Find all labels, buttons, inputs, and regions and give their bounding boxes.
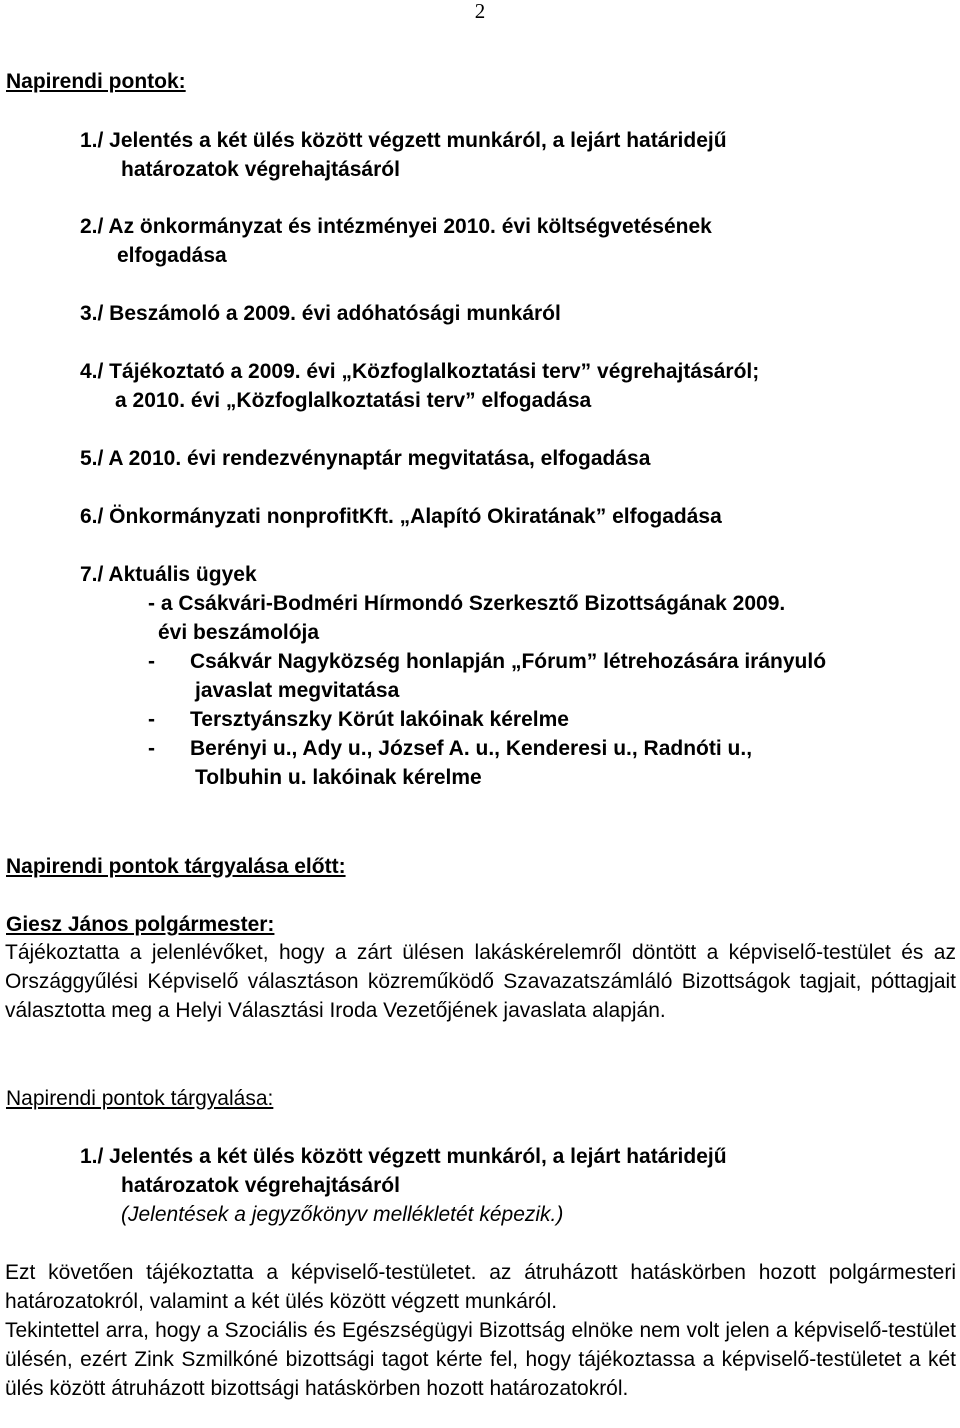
agenda-heading: Napirendi pontok: xyxy=(6,70,186,93)
agenda-subitem-3: Tersztyánszky Körút lakóinak kérelme xyxy=(190,708,569,731)
attachment-note: (Jelentések a jegyzőkönyv mellékletét képezik.) xyxy=(121,1203,564,1226)
agenda-subitem-4-line-2: Tolbuhin u. lakóinak kérelme xyxy=(195,766,482,789)
discussion-heading: Napirendi pontok tárgyalása: xyxy=(6,1087,274,1110)
agenda-subitem-2-line-1: Csákvár Nagyközség honlapján „Fórum” létrehozására irányuló xyxy=(190,650,827,673)
page-number: 2 xyxy=(474,0,486,23)
agenda-item-4-line-2: a 2010. évi „Közfoglalkoztatási terv” elfogadása xyxy=(115,389,592,412)
before-agenda-heading: Napirendi pontok tárgyalása előtt: xyxy=(6,855,346,878)
agenda-subitem-1-line-1: - a Csákvári-Bodméri Hírmondó Szerkesztő Bizottságának 2009. xyxy=(148,592,786,615)
paragraph-committee: Tekintettel arra, hogy a Szociális és Egészségügyi Bizottság elnöke nem volt jelen a képviselő-testület ülésén, ezért Zink Szmilkóné bizottsági tagot kérte fel, hogy tájékoztassa a képviselő-testületet a két ülés között átruházott bizottsági hatáskörben hozott határozatokról. xyxy=(5,1319,956,1400)
discussion-item-1-line-1: 1./ Jelentés a két ülés között végzett munkáról, a lejárt határidejű xyxy=(80,1145,727,1168)
agenda-item-6: 6./ Önkormányzati nonprofitKft. „Alapító Okiratának” elfogadása xyxy=(80,505,722,528)
agenda-subitem-1-line-2: évi beszámolója xyxy=(158,621,320,644)
paragraph-report: Ezt követően tájékoztatta a képviselő-testületet. az átruházott hatáskörben hozott polgármesteri határozatokról, valamint a két ülés között végzett munkáról. xyxy=(5,1261,956,1313)
agenda-subitem-4-line-1: Berényi u., Ady u., József A. u., Kenderesi u., Radnóti u., xyxy=(190,737,753,760)
agenda-subitem-4-dash: - xyxy=(148,737,155,760)
agenda-item-2-line-1: 2./ Az önkormányzat és intézményei 2010. évi költségvetésének xyxy=(80,215,712,238)
agenda-item-4-line-1: 4./ Tájékoztató a 2009. évi „Közfoglalkoztatási terv” végrehajtásáról; xyxy=(80,360,760,383)
agenda-item-7: 7./ Aktuális ügyek xyxy=(80,563,257,586)
agenda-subitem-2-dash: - xyxy=(148,650,155,673)
speaker-paragraph: Tájékoztatta a jelenlévőket, hogy a zárt ülésen lakáskérelemről döntött a képviselő-testület és az Országgyűlési Képviselő választáson közreműködő Szavazatszámláló Bizottságok tagjait, póttagjait választotta meg a Helyi Választási Iroda Vezetőjének javaslata alapján. xyxy=(5,941,956,1022)
discussion-item-1-line-2: határozatok végrehajtásáról xyxy=(121,1174,400,1197)
agenda-item-3: 3./ Beszámoló a 2009. évi adóhatósági munkáról xyxy=(80,302,561,325)
agenda-item-5: 5./ A 2010. évi rendezvénynaptár megvitatása, elfogadása xyxy=(80,447,651,470)
agenda-subitem-3-dash: - xyxy=(148,708,155,731)
agenda-item-1-line-1: 1./ Jelentés a két ülés között végzett munkáról, a lejárt határidejű xyxy=(80,129,727,152)
agenda-item-2-line-2: elfogadása xyxy=(117,244,227,267)
agenda-item-1-line-2: határozatok végrehajtásáról xyxy=(121,158,400,181)
agenda-subitem-2-line-2: javaslat megvitatása xyxy=(195,679,400,702)
speaker-heading: Giesz János polgármester: xyxy=(6,913,275,936)
